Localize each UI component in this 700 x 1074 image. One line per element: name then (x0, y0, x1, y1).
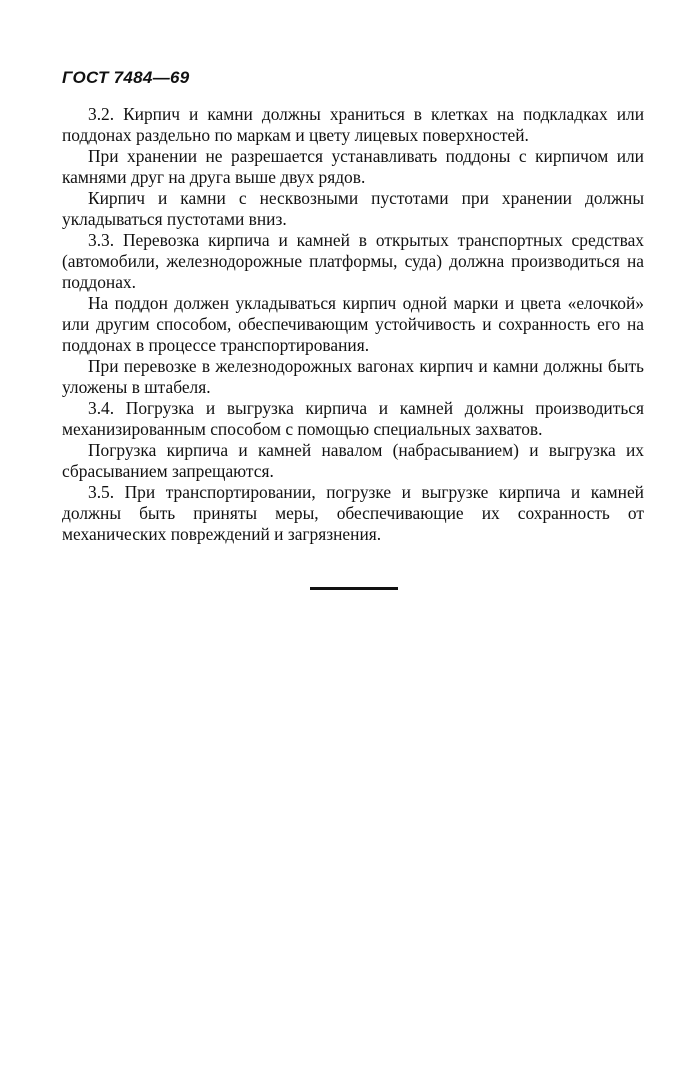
paragraph-voids-down: Кирпич и камни с несквозными пустотами при хранении должны укладываться пустотами вниз. (62, 188, 644, 229)
paragraph-3-4: 3.4. Погрузка и выгрузка кирпича и камней должны производиться механизированным способом с помощью специальных захватов. (62, 398, 644, 439)
paragraph-3-5: 3.5. При транспортировании, погрузке и выгрузке кирпича и камней должны быть приняты меры, обеспечивающие их сохранность от механических повреждений и загрязнения. (62, 482, 644, 544)
standard-number-header: ГОСТ 7484—69 (62, 68, 190, 87)
paragraph-bulk-loading: Погрузка кирпича и камней навалом (набрасыванием) и выгрузка их сбрасыванием запрещаются. (62, 440, 644, 481)
end-divider-line (310, 587, 398, 590)
paragraph-3-2: 3.2. Кирпич и камни должны храниться в клетках на подкладках или поддонах раздельно по маркам и цвету лицевых поверхностей. (62, 104, 644, 145)
document-body (62, 104, 644, 545)
paragraph-pallet-loading: На поддон должен укладываться кирпич одной марки и цвета «елочкой» или другим способом, обеспечивающим устойчивость и сохранность его на поддонах в процессе транспортирования. (62, 293, 644, 355)
paragraph-railway-wagons: При перевозке в железнодорожных вагонах кирпич и камни должны быть уложены в штабеля. (62, 356, 644, 397)
paragraph-storage-stacking: При хранении не разрешается устанавливать поддоны с кирпичом или камнями друг на друга выше двух рядов. (62, 146, 644, 187)
paragraph-3-3: 3.3. Перевозка кирпича и камней в открытых транспортных средствах (автомобили, железнодорожные платформы, суда) должна производиться на поддонах. (62, 230, 644, 292)
